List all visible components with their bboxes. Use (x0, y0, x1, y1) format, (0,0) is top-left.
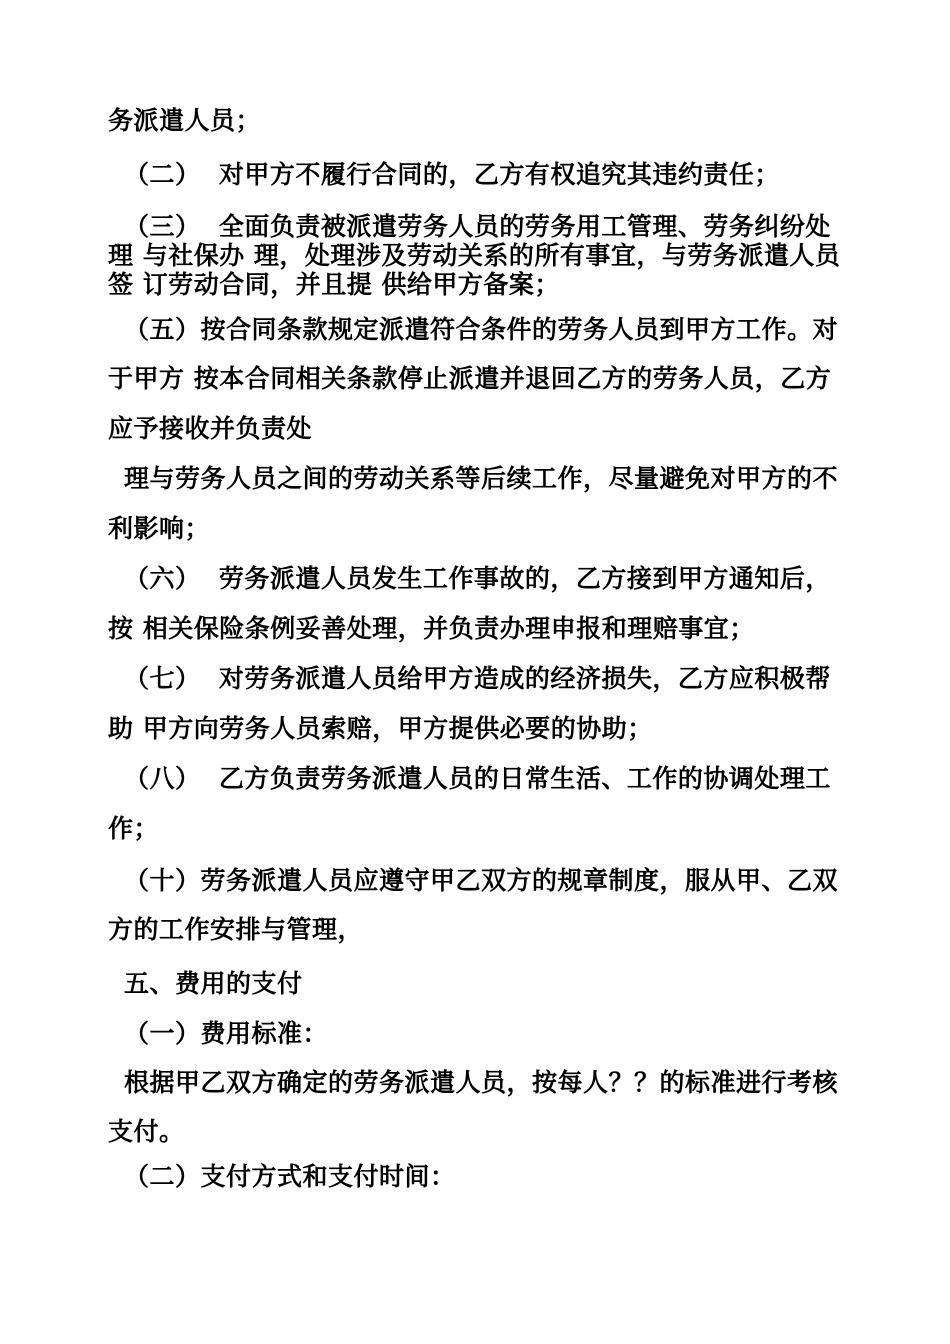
text-line: 理 与社保办 理，处理涉及劳动关系的所有事宜，与劳务派遣人员 (108, 241, 841, 270)
text-line: 方的工作安排与管理， (108, 915, 364, 944)
text-line: 于甲方 按本合同相关条款停止派遣并退回乙方的劳务人员，乙方 (108, 364, 832, 393)
text-line: （一）费用标准： (124, 1019, 329, 1048)
text-line: 助 甲方向劳务人员索赔，甲方提供必要的协助； (108, 714, 653, 743)
text-line: （五）按合同条款规定派遣符合条件的劳务人员到甲方工作。对 (124, 315, 839, 344)
text-line: 签 订劳动合同，并且提 供给甲方备案； (108, 270, 560, 299)
text-line: （二） 对甲方不履行合同的，乙方有权追究其违约责任； (124, 160, 780, 189)
text-line: （八） 乙方负责劳务派遣人员的日常生活、工作的协调处理工 (124, 764, 831, 793)
text-line: 务派遣人员； (108, 106, 262, 135)
text-line: （六） 劳务派遣人员发生工作事故的，乙方接到甲方通知后， (124, 564, 831, 593)
text-line: 利影响； (108, 514, 211, 543)
text-line: （二）支付方式和支付时间： (124, 1162, 456, 1191)
text-line: 支付。 (108, 1117, 185, 1146)
text-line: （十）劳务派遣人员应遵守甲乙双方的规章制度，服从甲、乙双 (124, 866, 839, 895)
text-line: （七） 对劳务派遣人员给甲方造成的经济损失，乙方应积极帮 (124, 664, 831, 693)
text-line: 理与劳务人员之间的劳动关系等后续工作，尽量避免对甲方的不 (124, 464, 839, 493)
text-line: 按 相关保险条例妥善处理，并负责办理申报和理赔事宜； (108, 614, 755, 643)
text-line: 应予接收并负责处 (108, 414, 313, 443)
text-line: 作； (108, 814, 160, 843)
text-line: 根据甲乙双方确定的劳务派遣人员，按每人？？的标准进行考核 (124, 1068, 839, 1097)
text-line: （三） 全面负责被派遣劳务人员的劳务用工管理、劳务纠纷处 (124, 212, 831, 241)
section-heading: 五、费用的支付 (124, 969, 303, 998)
